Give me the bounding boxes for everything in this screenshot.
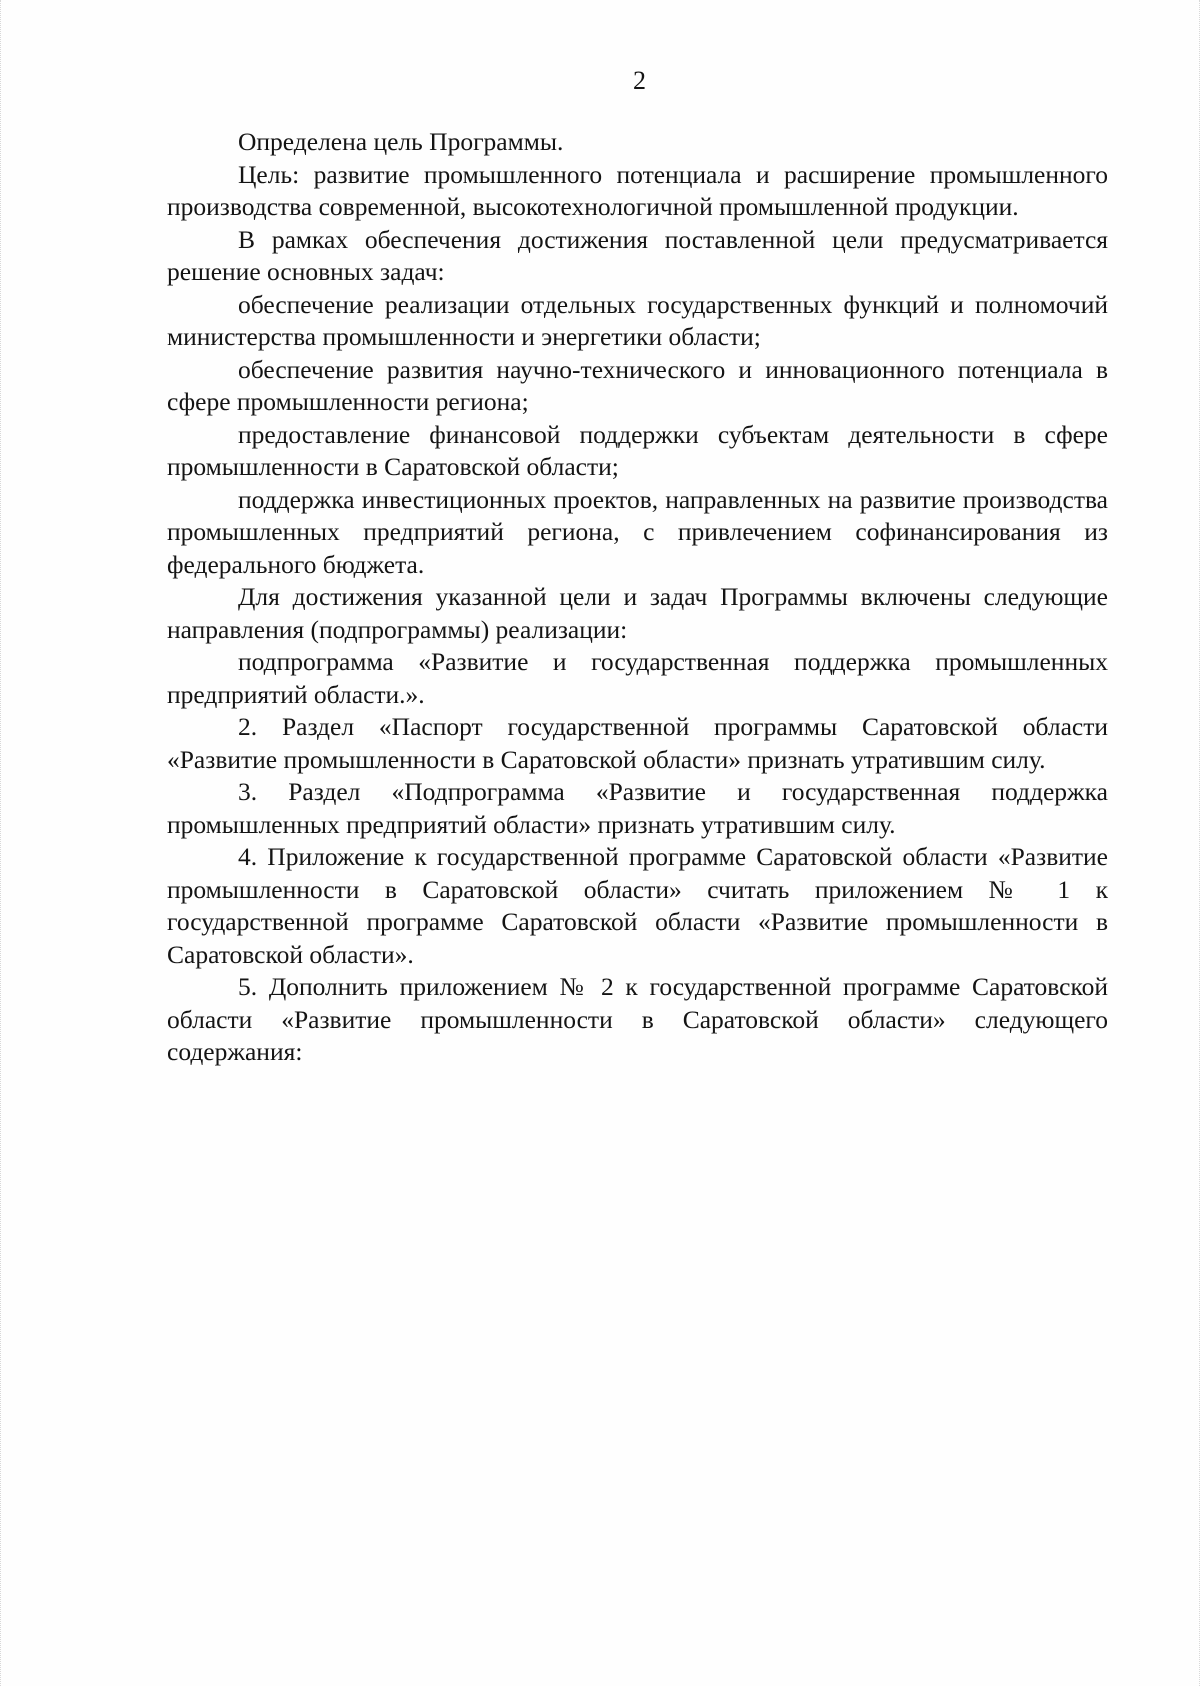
paragraph-item-5: 5. Дополнить приложением № 2 к государственной программе Саратовской области «Развитие промышленности в Саратовской области» следующего содержания: bbox=[167, 972, 1108, 1066]
paragraph-tasks-intro: В рамках обеспечения достижения поставленной цели предусматривается решение основных задач: bbox=[167, 224, 1108, 286]
paragraph-task-3: предоставление финансовой поддержки субъектам деятельности в сфере промышленности в Саратовской области; bbox=[167, 419, 1108, 481]
paragraph-item-3: 3. Раздел «Подпрограмма «Развитие и государственная поддержка промышленных предприятий области» признать утратившим силу. bbox=[167, 777, 1108, 839]
paragraph-task-4: поддержка инвестиционных проектов, направленных на развитие производства промышленных предприятий региона, с привлечением софинансирования из федерального бюджета. bbox=[167, 484, 1108, 579]
paragraph-task-1: обеспечение реализации отдельных государственных функций и полномочий министерства промышленности и энергетики области; bbox=[167, 289, 1108, 351]
paragraph-item-4: 4. Приложение к государственной программе Саратовской области «Развитие промышленности в Саратовской области» считать приложением № 1 к государственной программе Саратовской области «Развитие промышленности в Саратовской области». bbox=[167, 842, 1108, 969]
paragraph-subprogram: подпрограмма «Развитие и государственная поддержка промышленных предприятий области.». bbox=[167, 647, 1108, 709]
paragraph-directions: Для достижения указанной цели и задач Программы включены следующие направления (подпрограммы) реализации: bbox=[167, 582, 1108, 644]
paragraph-goal-defined: Определена цель Программы. bbox=[238, 127, 564, 156]
paragraph-task-2: обеспечение развития научно-технического и инновационного потенциала в сфере промышленности региона; bbox=[167, 354, 1108, 416]
paragraph-goal: Цель: развитие промышленного потенциала и расширение промышленного производства современной, высокотехнологичной промышленной продукции. bbox=[167, 159, 1108, 221]
page-number: 2 bbox=[633, 66, 646, 95]
paragraph-item-2: 2. Раздел «Паспорт государственной программы Саратовской области «Развитие промышленности в Саратовской области» признать утратившим силу. bbox=[167, 712, 1108, 774]
document-body bbox=[167, 126, 1108, 1069]
